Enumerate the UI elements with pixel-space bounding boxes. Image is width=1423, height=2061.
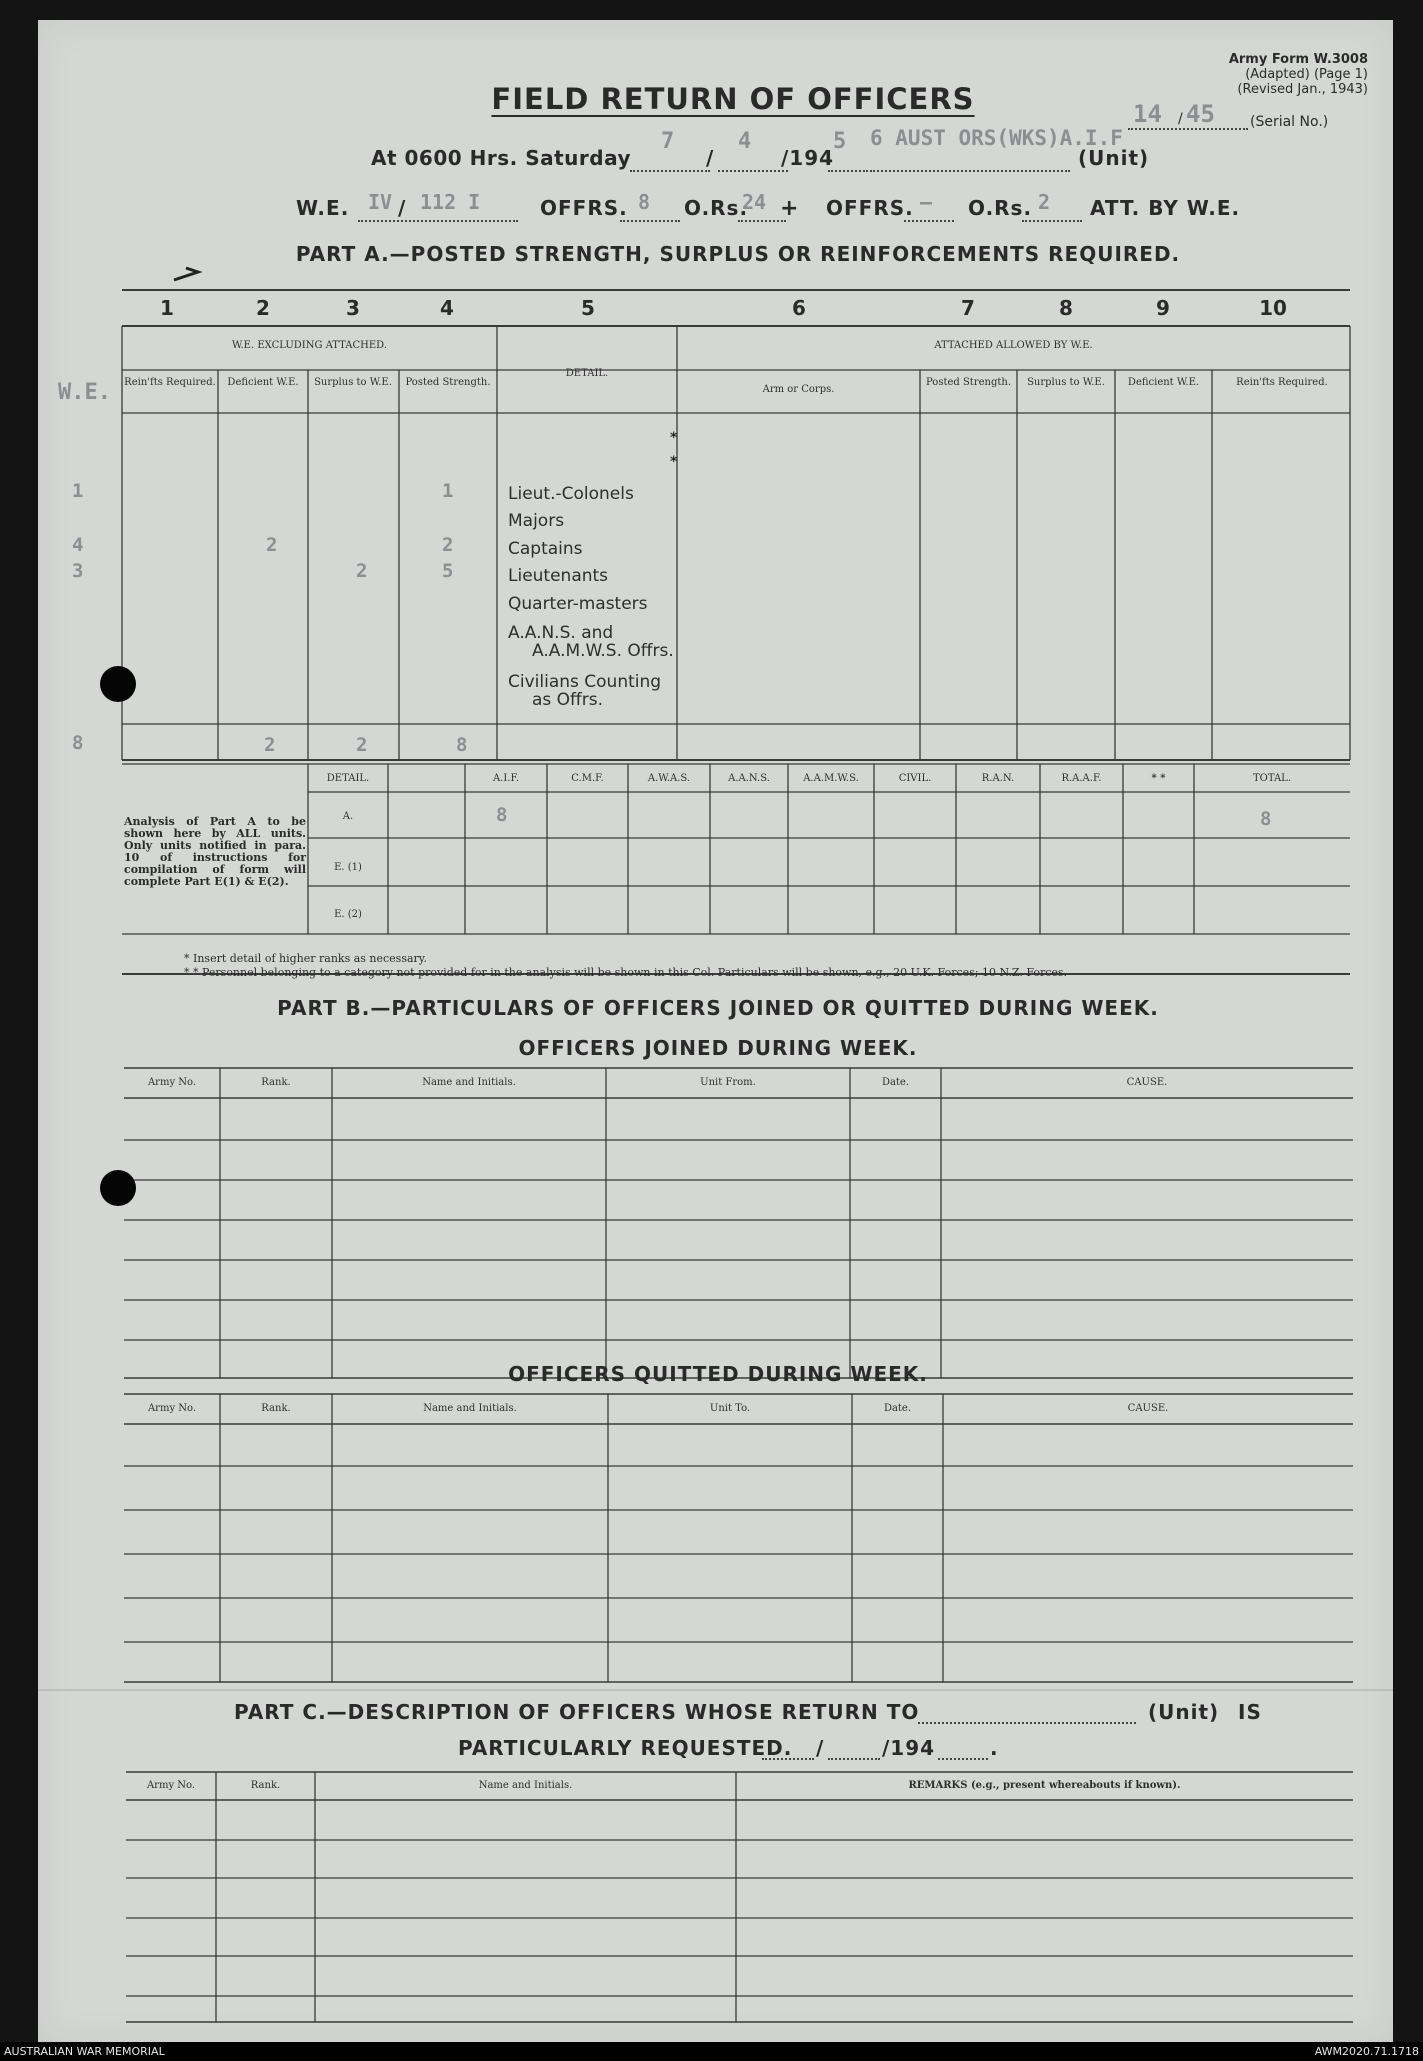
analysis-note: Analysis of Part A to be shown here by ALL units. Only units notified in para. 10 of instructions for compilation of form will complete Part E(1) & E(2). xyxy=(124,815,306,888)
part-c-title-2: PARTICULARLY REQUESTED. xyxy=(458,1736,793,1760)
analysis-row-a: A. xyxy=(342,811,354,822)
total-surplus: 2 xyxy=(356,734,368,756)
we-value-2: 112 I xyxy=(420,190,481,214)
surplus-lieutenants: 2 xyxy=(356,560,368,582)
unit-value: 6 AUST ORS(WKS)A.I.F xyxy=(870,126,1123,150)
joined-title: OFFICERS JOINED DURING WEEK. xyxy=(518,1036,918,1060)
rank-captains: Captains xyxy=(508,539,583,559)
rank-aamws: A.A.M.W.S. Offrs. xyxy=(532,641,674,661)
rank-lt-colonels: Lieut.-Colonels xyxy=(508,484,634,504)
punch-hole-bottom xyxy=(100,1170,136,1206)
footnote-1: * Insert detail of higher ranks as necessary. xyxy=(184,952,428,965)
year-digit: 5 xyxy=(833,129,847,154)
rank-quartermasters: Quarter-masters xyxy=(508,594,648,614)
we-value-1: IV xyxy=(368,190,393,214)
total-margin: 8 xyxy=(72,732,84,754)
form-sheet: Army Form W.3008 (Adapted) (Page 1) (Revised Jan., 1943) 14 / 45 (Serial No.) FIELD RETURN OF OFFICERS At 0600 Hrs. Saturday 7 / 4 /194 5 6 AUST ORS(WKS)A.I.F (Unit) W.E. IV / 112 I OFFRS. 8 O.Rs. 24 + OFFRS. — O.Rs. 2 ATT. BY W.E. PART A.—POSTED STRENGTH, SURPLUS OR REINFORCEMENTS REQUIRED. 1 2 3 4 5 6 7 8 9 10 W.E. EXCLUDING ATTACHED. ATTACHED ALLOWED BY W.E. DETAIL. Rein'fts Required. Deficient W.E. Surplus to W.E. Posted Strength. Arm or Corps. Posted Strength. Surplus to W.E. Deficient W.E. Rein'fts Required. W.E. * * Lieut.-Colonels Majors Captains Lieutenants Quarter-masters A.A.N.S. and A.A.M.W.S. Offrs. Civilians Counting as Offrs. 1 4 3 1 2 5 2 2 8 2 2 8 Analysis of Part A to be shown here by ALL units. Only units notified in para. 10 of instructions for compilation of form will complete Part E(1) & E(2). DETAIL. A.I.F. C.M.F. A.W.A.S. A.A.N.S. A.A.M.W.S. CIVIL. R.A.N. R.A.A.F. * * TOTAL. A. E. (1) E. (2) 8 8 * Insert detail of higher ranks as necessary. * * Personnel belonging to a category not provided for in the analysis will be shown in this Col. Particulars will be shown, e.g., 20 U.K. Forces; 10 N.Z. Forces. PART B.—PARTICULARS OF OFFICERS JOINED OR QUITTED DURING WEEK. OFFICERS JOINED DURING WEEK. Army No. Rank. Name and Initials. Unit From. Date. CAUSE. OFFICERS QUITTED DURING WEEK. Army No. Rank. Name and Initials. Unit To. Date. CAUSE. PART C.—DESCRIPTION OF OFFICERS WHOSE RETURN TO (Unit) IS PARTICULARLY REQUESTED. / /194 . Army No. Rank. Name and Initials. REMARKS (e.g., present whereabouts if known). xyxy=(38,20,1393,2042)
ors-value: 24 xyxy=(742,190,767,214)
unit-label: (Unit) xyxy=(1078,146,1150,170)
form-id: Army Form W.3008 (Adapted) (Page 1) (Revised Jan., 1943) xyxy=(1228,52,1368,97)
part-b-title: PART B.—PARTICULARS OF OFFICERS JOINED OR QUITTED DURING WEEK. xyxy=(277,996,1159,1020)
group-we-excluding: W.E. EXCLUDING ATTACHED. xyxy=(231,340,388,351)
posted-captains: 2 xyxy=(442,534,454,556)
total-posted: 8 xyxy=(456,734,468,756)
posted-lieutenants: 5 xyxy=(442,560,454,582)
analysis-aif-a: 8 xyxy=(496,804,508,826)
analysis-total-a: 8 xyxy=(1260,808,1272,830)
serial-year: 45 xyxy=(1186,100,1215,128)
day-value: 7 xyxy=(661,129,675,154)
archive-footer xyxy=(0,2042,1423,2061)
group-attached: ATTACHED ALLOWED BY W.E. xyxy=(934,340,1093,351)
footer-left: AUSTRALIAN WAR MEMORIAL xyxy=(4,2045,165,2058)
rank-civilians: Civilians Counting xyxy=(508,672,662,692)
rank-aans: A.A.N.S. and xyxy=(508,623,614,643)
month-value: 4 xyxy=(738,129,752,154)
at-prefix: At 0600 Hrs. Saturday xyxy=(371,146,631,170)
margin-ltcol: 1 xyxy=(72,480,84,502)
rank-majors: Majors xyxy=(508,511,565,531)
deficient-captains: 2 xyxy=(266,534,278,556)
detail-header: DETAIL. xyxy=(565,368,609,379)
total-deficient: 2 xyxy=(264,734,276,756)
margin-lieutenants: 3 xyxy=(72,560,84,582)
footer-right: AWM2020.71.1718 xyxy=(1314,2045,1419,2058)
part-a-title: PART A.—POSTED STRENGTH, SURPLUS OR REINFORCEMENTS REQUIRED. xyxy=(295,242,1181,266)
part-c-title: PART C.—DESCRIPTION OF OFFICERS WHOSE RETURN TO xyxy=(234,1700,920,1724)
analysis-row-e1: E. (1) xyxy=(334,862,362,873)
footnote-2: * * Personnel belonging to a category not provided for in the analysis will be shown in this Col. Particulars will be shown, e.g., 20 U.K. Forces; 10 N.Z. Forces. xyxy=(184,966,1068,979)
year-prefix: /194 xyxy=(781,146,835,170)
margin-captains: 4 xyxy=(72,534,84,556)
rank-civilians-2: as Offrs. xyxy=(532,690,604,710)
punch-hole-top xyxy=(100,666,136,702)
serial-number: 14 xyxy=(1133,100,1162,128)
offrs2-value: — xyxy=(920,190,933,214)
posted-ltcol: 1 xyxy=(442,480,454,502)
quitted-title: OFFICERS QUITTED DURING WEEK. xyxy=(508,1362,928,1386)
rank-lieutenants: Lieutenants xyxy=(508,566,609,586)
we-margin-label: W.E. xyxy=(58,380,111,405)
ors2-value: 2 xyxy=(1038,190,1051,214)
analysis-row-e2: E. (2) xyxy=(334,909,362,920)
page-title: FIELD RETURN OF OFFICERS xyxy=(491,82,975,116)
offrs-value: 8 xyxy=(638,190,651,214)
serial-label: (Serial No.) xyxy=(1250,114,1329,130)
